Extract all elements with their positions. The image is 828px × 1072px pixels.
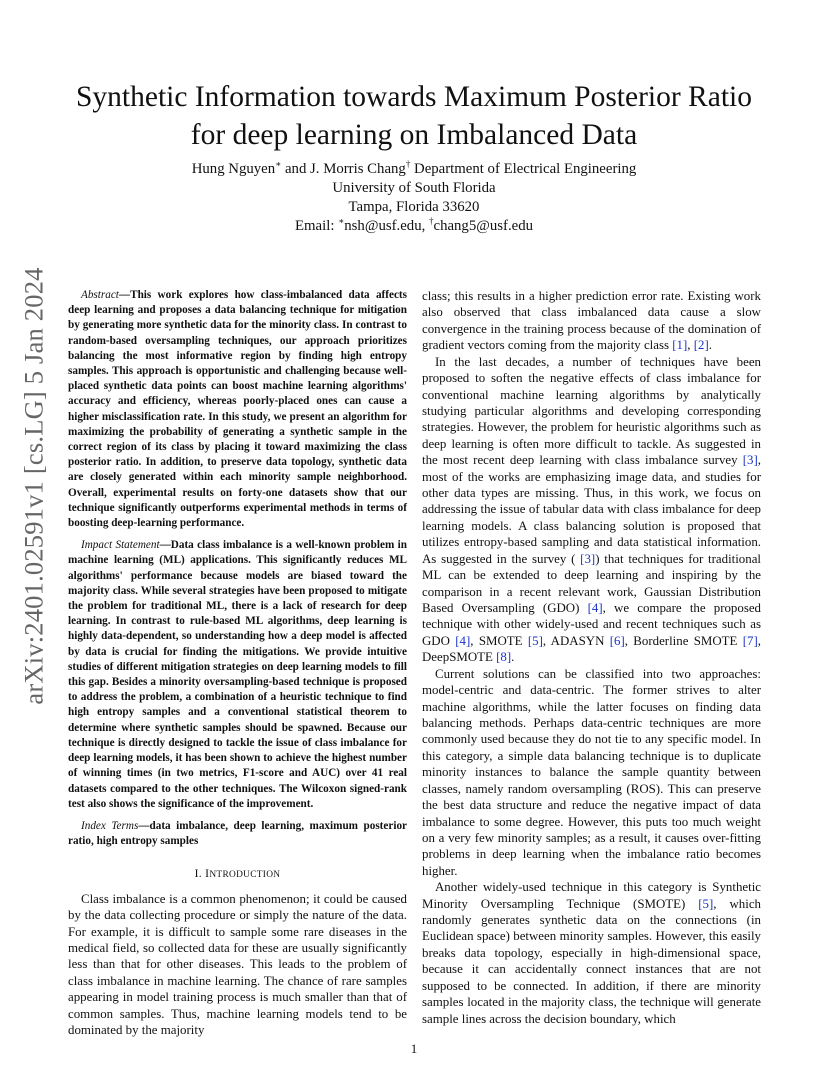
intro-paragraph-4: Current solutions can be classified into two approaches: model-centric and data-centric. The former strives to alter machine algorithms, while the latter focuses on finding data balancing methods. Perhaps data-centric techniques are more commonly used because they do not tie to any specific model. In this category, a simple data balancing technique is to duplicate minority instances to balance the sample quantity between classes, namely random oversampling (ROS). This can preserve the best data structure and reduce the negative impact of data imbalance to some degree. However, this puts too much weight on a very few minority samples; as a result, it causes over-fitting problems in deep learning when the imbalance ratio becomes higher. bbox=[422, 666, 761, 878]
abstract-label: Abstract bbox=[81, 289, 119, 301]
author-names: Hung Nguyen∗ and J. Morris Chang† Department of Electrical Engineering bbox=[191, 159, 637, 177]
citation-link[interactable]: [4] bbox=[587, 601, 603, 616]
citation-link[interactable]: [5] bbox=[698, 896, 714, 911]
citation-link[interactable]: [3] bbox=[742, 453, 758, 468]
citation-link[interactable]: [2] bbox=[693, 338, 709, 353]
impact-text: —Data class imbalance is a well-known problem in machine learning (ML) applications. This significantly reduces ML algorithms' performance because models are biased toward the majority class. While several strategies have been proposed to mitigate the problem for traditional ML, there is a lack of research for deep learning. In contrast to rule-based ML algorithms, deep learning is highly data-dependent, so understanding how a deep model is affected by data is crucial for finding the mitigations. We provide intuitive studies of different mitigation strategies on deep learning models to fill this gap. Besides a minority oversampling-based technique is proposed to address the problem, a combination of a heuristic technique to find high entropy samples and a conventional statistical theorem to determine where synthetic samples should be spawned. Because our technique is directly designed to tackle the issue of class imbalance for deep learning models, it has been shown to achieve the highest number of winning times (in two metrics, F1-score and AUC) over 41 real datasets compared to the other techniques. The Wilcoxon signed-rank test also shows the significance of the improvement. bbox=[68, 539, 407, 810]
abstract-text: —This work explores how class-imbalanced data affects deep learning and proposes a data balancing technique for mitigation by generating more synthetic data for the minority class. In contrast to random-based oversampling techniques, our approach prioritizes balancing the most informative region by finding high entropy samples. This approach is opportunistic and challenging because well-placed synthetic data points can boost machine learning algorithms' accuracy and efficiency, whereas poorly-placed ones can cause a higher misclassification rate. In this study, we present an algorithm for maximizing the probability of generating a synthetic sample in the correct region of its class by placing it toward maximizing the class posterior ratio. In addition, to preserve data topology, synthetic data are closely generated within each minority sample neighborhood. Overall, experimental results on forty-one datasets show that our technique significantly outperforms experimental methods in terms of boosting deep-learning performance. bbox=[68, 289, 407, 530]
intro-paragraph-2: class; this results in a higher prediction error rate. Existing work also observed that class imbalanced data cause a slow convergence in the training process because of the domination of gradient vectors coming from the majority class [1], [2]. bbox=[422, 289, 761, 353]
page-number: 1 bbox=[410, 1041, 418, 1056]
citation-link[interactable]: [4] bbox=[455, 633, 471, 648]
right-column bbox=[422, 288, 761, 1027]
citation-link[interactable]: [7] bbox=[742, 633, 758, 648]
author-location: Tampa, Florida 33620 bbox=[348, 199, 480, 215]
citation-link[interactable]: [1] bbox=[672, 338, 688, 353]
intro-paragraph-1: Class imbalance is a common phenomenon; it could be caused by the data collecting procedure or simply the nature of the data. For example, it is difficult to sample some rare diseases in the medical field, so collected data for these are usually significantly less than that for other diseases. This leads to the problem of class imbalance in machine learning. The chance of rare samples appearing in model training process is much smaller than that of common samples. Thus, machine learning models tend to be dominated by the majority bbox=[68, 891, 407, 1038]
arxiv-stamp bbox=[18, 267, 50, 705]
abstract bbox=[68, 288, 407, 531]
index-terms bbox=[68, 819, 407, 849]
citation-link[interactable]: [8] bbox=[496, 650, 512, 665]
paper-title: Synthetic Information towards Maximum Posterior Ratio for deep learning on Imbalanced Data bbox=[76, 81, 752, 151]
citation-link[interactable]: [6] bbox=[609, 633, 625, 648]
index-terms-label: Index Terms bbox=[81, 819, 139, 832]
impact-statement bbox=[68, 538, 407, 812]
intro-paragraph-5: Another widely-used technique in this category is Synthetic Minority Oversampling Technique (SMOTE) [5], which randomly generates synthetic data on the connections (in Euclidean space) between minority samples. However, this easily breaks data topology, especially in high-dimensional space, because it can accidentally connect instances that are not supposed to be connected. In addition, if there are minority samples located in the majority class, the technique will generate sample lines across the decision boundary, which bbox=[422, 880, 761, 1026]
author-university: University of South Florida bbox=[332, 180, 496, 196]
author-block bbox=[80, 160, 748, 236]
arxiv-id: arXiv:2401.02591v1 [cs.LG] 5 Jan 2024 bbox=[18, 267, 49, 705]
left-column bbox=[68, 288, 407, 1039]
author-email: Email: ∗nsh@usf.edu, †chang5@usf.edu bbox=[294, 216, 534, 234]
index-terms-text: —data imbalance, deep learning, maximum posterior ratio, high entropy samples bbox=[68, 819, 408, 848]
citation-link[interactable]: [3] bbox=[580, 551, 596, 566]
citation-link[interactable]: [5] bbox=[527, 633, 543, 648]
section-heading: I. INTRODUCTION bbox=[194, 867, 281, 881]
impact-label: Impact Statement bbox=[81, 539, 160, 552]
intro-paragraph-3: In the last decades, a number of techniques have been proposed to soften the negative effects of class imbalance for conventional machine learning algorithms by analytically studying particular algorithms and developing corresponding strategies. However, the problem for heuristic algorithms such as deep learning is often more difficult to tackle. As suggested in the most recent deep learning with class imbalance survey [3], most of the works are emphasizing image data, and studies for other data types are missing. Thus, in this work, we focus on addressing the issue of tabular data with class imbalance for deep learning models. A class balancing solution is proposed that utilizes entropy-based sampling and data statistical information. As suggested in the survey ( [3]) that techniques for traditional ML can be extended to deep learning and inspiring by the comparison in a recent relevant work, Gaussian Distribution Based Oversampling (GDO) [4], we compare the proposed technique with other widely-used and recent techniques such as GDO [4], SMOTE [5], ADASYN [6], Borderline SMOTE [7], DeepSMOTE [8]. bbox=[422, 354, 762, 665]
